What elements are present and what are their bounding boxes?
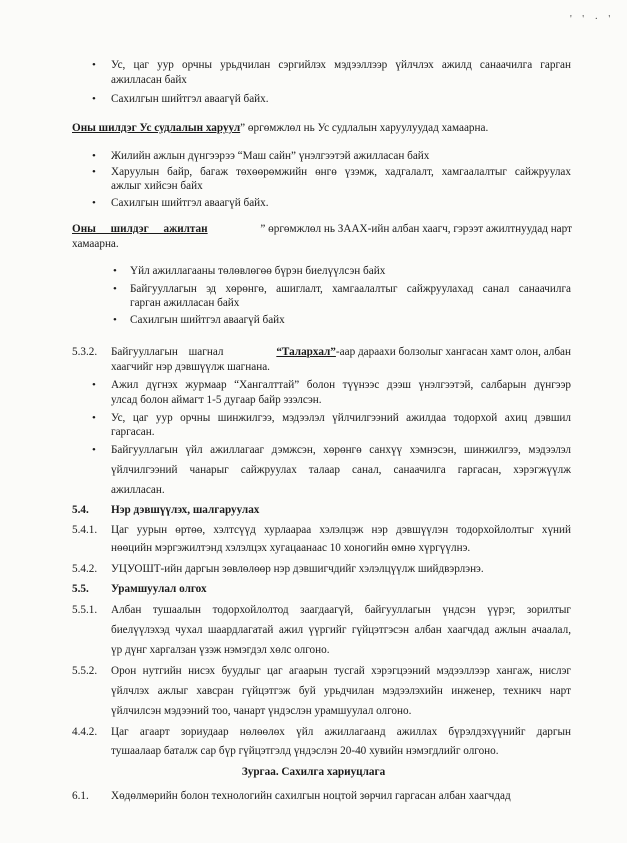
- s532-line2: хаагчийг нэр дэвшүүлж шагнана.: [111, 361, 270, 373]
- s532-line1-b: -аар дараахи болзолыг хангасан хамт олон, албан: [335, 346, 571, 358]
- bullet-icon: •: [113, 314, 117, 326]
- s552-line1: Орон нутгийн нисэх буудлыг цаг агаарын тусгай хэрэгцээний мэдээллээр хангаж, нислэг: [111, 665, 571, 677]
- block3-heading-line2: хамаарна.: [72, 238, 119, 250]
- s532-line1: [111, 344, 571, 360]
- bullet-icon: •: [92, 379, 96, 391]
- award-name-talarkhal: “Талархал”: [276, 346, 336, 358]
- s442-line1: Цаг агаарт зориудаар нөлөөлөх үйл ажиллагаанд ажиллах бүрэлдэхүүнийг даргын: [111, 726, 571, 738]
- block3-heading-rest: ” өргөмжлөл нь ЗААХ-ийн албан хаагч, гэрээт ажилтнуудад нарт: [260, 223, 572, 235]
- section-number-5-5: 5.5.: [72, 583, 89, 595]
- s532-bullet3-line2: үйлчилгээний чанарыг сайжруулах талаар санал, санаачилга гаргасан, хэрэгжүүлж: [111, 464, 571, 476]
- block1-bullet1-line2: ажилласан байх: [111, 74, 187, 86]
- block2-bullet2-line2: ажлыг хийсэн байх: [111, 180, 203, 192]
- block3-bullet1: Үйл ажиллагааны төлөвлөгөө бүрэн биелүүлсэн байх: [130, 265, 386, 277]
- item-number-4-4-2: 4.4.2.: [72, 726, 98, 738]
- scan-corner-marks: ' ' · ': [570, 14, 615, 25]
- s552-line3: үйлчилсэн мэдээний тоо, чанарт үндэслэн урамшуулал олгоно.: [111, 705, 412, 717]
- block2-bullet2-line1: Харуулын байр, багаж төхөөрөмжийн өнгө үзэмж, хадгалалт, хамгаалалтыг сайжруулах: [111, 166, 571, 178]
- block2-bullet3: Сахилгын шийтгэл аваагүй байх.: [111, 197, 269, 209]
- block2-heading-rest: ” өргөмжлөл нь Ус судлалын харуулуудад хамаарна.: [240, 122, 489, 134]
- s532-bullet3-line1: Байгууллагын үйл ажиллагааг дэмжсэн, хөрөнгө санхүү хэмнэсэн, шинжилгээ, мэдээлэл: [111, 444, 571, 456]
- item-number-5-5-2: 5.5.2.: [72, 665, 98, 677]
- section-title-5-5: Урамшуулал олгох: [111, 583, 207, 595]
- s532-bullet3-line3: ажилласан.: [111, 484, 165, 496]
- block3-heading-line1: [72, 221, 572, 237]
- item-number-5-4-2: 5.4.2.: [72, 563, 98, 575]
- item-number-5-5-1: 5.5.1.: [72, 604, 98, 616]
- bullet-icon: •: [92, 93, 96, 105]
- section-title-5-4: Нэр дэвшүүлэх, шалгаруулах: [111, 504, 260, 516]
- bullet-icon: •: [92, 59, 96, 71]
- block3-bullet2-line1: Байгууллагын эд хөрөнгө, ашиглалт, хамгаалалтыг сайжруулахад санал санаачилга: [130, 283, 571, 295]
- section-number-5-4: 5.4.: [72, 504, 89, 516]
- item-number-5-4-1: 5.4.1.: [72, 524, 98, 536]
- block3-bullet2-line2: гарган ажилласан байх: [130, 297, 240, 309]
- bullet-icon: •: [92, 150, 96, 162]
- s532-bullet1-line1: Ажил дүгнэх журмаар “Хангалттай” болон түүнээс дээш үнэлгээтэй, салбарын дүнгээр: [111, 379, 571, 391]
- bullet-icon: •: [92, 412, 96, 424]
- s532-line1-a: Байгууллагын шагнал: [111, 346, 224, 358]
- bullet-icon: •: [113, 283, 117, 295]
- block2-bullet1: Жилийн ажлын дүнгээрээ “Маш сайн” үнэлгээтэй ажилласан байх: [111, 150, 430, 162]
- s541-line1: Цаг уурын өртөө, хэлтсүүд хурлаараа хэлэлцэж нэр дэвшүүлэн тодорхойлолтыг хүний: [111, 524, 571, 536]
- block1-bullet1-line1: Ус, цаг уур орчны урьдчилан сэргийлэх мэдээллээр үйлчлэх ажилд санаачилга гарган: [111, 59, 571, 71]
- block1-bullet2: Сахилгын шийтгэл аваагүй байх.: [111, 93, 269, 105]
- block2-heading: [72, 120, 488, 136]
- item-number-6-1: 6.1.: [72, 790, 89, 802]
- s442-line2: тушаалаар баталж сар бүр гүйцэтгэлд үндэслэн 20-40 хувийн нэмэгдлийг олгоно.: [111, 745, 499, 757]
- s552-line2: үйлчлэх ажлыг хавсран гүйцэтгэж буй урьдчилан мэдээлэхийн инженер, техникч нарт: [111, 685, 571, 697]
- s542-line1: УЦУОШТ-ийн даргын зөвлөлөөр нэр дэвшигчдийг хэлэлцүүлж шийдвэрлэнэ.: [111, 563, 484, 575]
- s61-line1: Хөдөлмөрийн болон технологийн сахилгын ноцтой зөрчил гаргасан албан хаагчдад: [111, 790, 511, 802]
- bullet-icon: •: [92, 166, 96, 178]
- s532-bullet2-line2: гаргасан.: [111, 426, 155, 438]
- award-title-hydrology: Оны шилдэг Ус судлалын харуул: [72, 122, 241, 134]
- s551-line1: Албан тушаалын тодорхойлолтод заагдаагүй, байгууллагын үндсэн үүрэг, зорилтыг: [111, 604, 571, 616]
- award-title-employee: Оны шилдэг ажилтан: [72, 223, 208, 235]
- bullet-icon: •: [92, 197, 96, 209]
- s532-bullet1-line2: улсад болон аймагт 1-5 дугаар байр эзэлсэн.: [111, 394, 322, 406]
- s551-line2: биелүүлэхэд чухал шаардлагатай ажил үүргийг гүйцэтгэсэн албан хаагчдад ажлын ачаалал,: [111, 624, 571, 636]
- section-number-5-3-2: 5.3.2.: [72, 346, 98, 358]
- chapter-6-title: Зургаа. Сахилга хариуцлага: [241, 766, 386, 778]
- s532-bullet2-line1: Ус, цаг уур орчны шинжилгээ, мэдээлэл үйлчилгээний ажилдаа тодорхой ахиц дэвшил: [111, 412, 571, 424]
- s551-line3: үр дүнг харгалзан үзэж нэмэгдэл хөлс олгоно.: [111, 644, 330, 656]
- block3-bullet3: Сахилгын шийтгэл аваагүй байх: [130, 314, 285, 326]
- s541-line2: нөөцийн мэргэжилтэнд хэлэлцэх хугацаанаас 10 хоногийн өмнө хүргүүлнэ.: [111, 542, 471, 554]
- bullet-icon: •: [113, 265, 117, 277]
- bullet-icon: •: [92, 444, 96, 456]
